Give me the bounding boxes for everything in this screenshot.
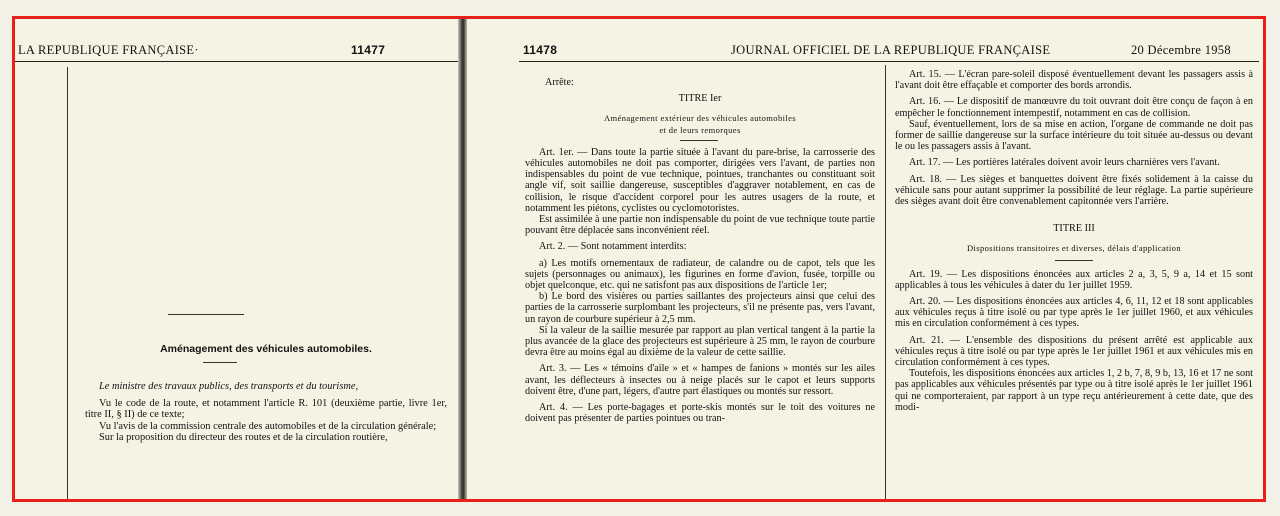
left-header-title: LA REPUBLIQUE FRANÇAISE· [18,43,199,57]
titre-1-rule [680,140,718,141]
right-header-title: JOURNAL OFFICIEL DE LA REPUBLIQUE FRANÇAISE [731,43,1051,57]
preamble-line: Le ministre des travaux publics, des transports et du tourisme, [99,381,359,392]
titre-3-rule [1055,260,1093,261]
article-paragraph: b) Le bord des visières ou parties saillantes des projecteurs ainsi que celui des parties de la carrosserie surplombant les projecteurs, s'il ne présente pas, vers l'avant, un rayon de courbure supérieur à 2,5 mm. [525,291,875,325]
article-paragraph: Est assimilée à une partie non indispensable du point de vue technique toute partie pouvant être déplacée sans inconvénient réel. [525,214,875,237]
article-paragraph: Art. 21. — L'ensemble des dispositions du présent arrêté est applicable aux véhicules reçus à titre isolé ou par type après le 1er juillet 1961 et aux véhicules mis en circulation conformément à ces types. [895,334,1253,369]
right-column-1 [525,77,875,424]
article-paragraph: Art. 17. — Les portières latérales doivent avoir leurs charnières vers l'avant. [909,157,1220,169]
article-paragraph: Art. 18. — Les sièges et banquettes doivent être fixés solidement à la caisse du véhicule sans pour autant supprimer la possibilité de leur réglage. La partie supérieure des sièges avant doit être convenablement capitonnée vers l'arrière. [895,173,1253,208]
column-separator [885,65,886,499]
titre-1-subtitle-2: et de leurs remorques [659,124,741,135]
left-separator-rule [168,314,244,315]
article-paragraph: Toutefois, les dispositions énoncées aux articles 1, 2 b, 7, 8, 9 b, 13, 16 et 17 ne sont pas applicables aux véhicules présentés par type ou à titre isolé après le 1er juillet 1961 qui ne comporteraient, par rapport à un type reçu antérieurement à cette date, que des modi- [895,368,1253,413]
left-title-underline [203,362,237,363]
article-paragraph: Sauf, éventuellement, lors de sa mise en action, l'organe de commande ne doit pas former de saillie dangereuse sur la surface intérieure du toit située au-dessus ou devant le ou les passagers assis à l'avant. [895,118,1253,153]
titre-1-subtitle: Aménagement extérieur des véhicules automobiles [603,113,797,124]
titre-3-subtitle: Dispositions transitoires et diverses, délais d'application [967,243,1181,254]
document-scan-frame [12,16,1266,502]
article-paragraph: Art. 16. — Le dispositif de manœuvre du toit ouvrant doit être conçu de façon à en empêcher le fonctionnement intempestif, notamment en cas de collision. [895,96,1253,119]
article-paragraph: Art. 15. — L'écran pare-soleil disposé éventuellement devant les passagers assis à l'avant doit être effaçable et comporter des bords arrondis. [895,69,1253,92]
right-header-rule [519,61,1259,62]
preamble-line: Vu l'avis de la commission centrale des automobiles et de la circulation générale; [99,420,437,432]
left-section-title: Aménagement des véhicules automobiles. [160,343,372,355]
right-page [467,19,1266,499]
article-paragraph: Art. 19. — Les dispositions énoncées aux articles 2 a, 3, 5, 9 a, 14 et 15 sont applicables à tous les véhicules à dater du 1er juillet 1959. [895,268,1253,291]
article-paragraph: Si la valeur de la saillie mesurée par rapport au plan vertical tangent à la partie la plus avancée de la glace des projecteurs est supérieure à 25 mm, le rayon de courbure devra être au moins égal au dixième de la valeur de cette saillie. [525,324,875,359]
article-paragraph: Art. 3. — Les « témoins d'aile » et « hampes de fanions » montés sur les ailes avant, les déflecteurs à insectes ou à neige placés sur le capot et leurs supports doivent être, d'une part, légers, d'autre part élastiques ou montés sur ressort. [525,363,875,397]
right-page-number: 11478 [523,43,558,57]
preamble-line: Sur la proposition du directeur des routes et de la circulation routière, [99,432,388,443]
article-paragraph: Art. 4. — Les porte-bagages et porte-skis montés sur le toit des voitures ne doivent pas présenter de parties pointues ou tran- [525,402,875,425]
left-preamble [85,381,447,444]
left-page-number: 11477 [351,43,386,57]
titre-1-heading: TITRE Ier [678,93,722,105]
page-gutter [458,19,467,499]
article-paragraph: Art. 20. — Les dispositions énoncées aux articles 4, 6, 11, 12 et 18 sont applicables aux véhicules reçus à titre isolé ou par type après le 1er juillet 1960, et aux véhicules mis en circulation conformément à ces types. [895,296,1253,330]
right-header-date: 20 Décembre 1958 [1131,43,1231,57]
left-header-rule [15,61,458,62]
left-column-rule [67,67,68,499]
arrete-label: Arrête: [545,77,574,88]
article-paragraph: Art. 2. — Sont notamment interdits: [539,241,687,253]
article-paragraph: a) Les motifs ornementaux de radiateur, de calandre ou de capot, tels que les sujets (personnages ou animaux), les figurines en forme d'avion, fusée, torpille ou objet quelconque, etc. qui ne satisfont pas aux dispositions de l'article 1er; [525,257,875,292]
titre-3-heading: TITRE III [1053,223,1095,235]
left-page [15,19,458,499]
preamble-line: Vu le code de la route, et notamment l'article R. 101 (deuxième partie, livre 1er, titre II, § II) de ce texte; [85,397,447,420]
right-column-2 [895,69,1253,413]
article-paragraph: Art. 1er. — Dans toute la partie située à l'avant du pare-brise, la carrosserie des véhicules automobiles ne doit pas comporter, dirigées vers l'avant, de parties non indispensables du point de vue technique, pointues, tranchantes ou constituant soit angle vif, soit saillie dangereuse, susceptibles d'aggraver notablement, en cas de collision, le risque d'accident corporel pour les autres usagers de la route, et notamment les piétons, cyclistes ou cyclomotoristes. [525,146,875,214]
